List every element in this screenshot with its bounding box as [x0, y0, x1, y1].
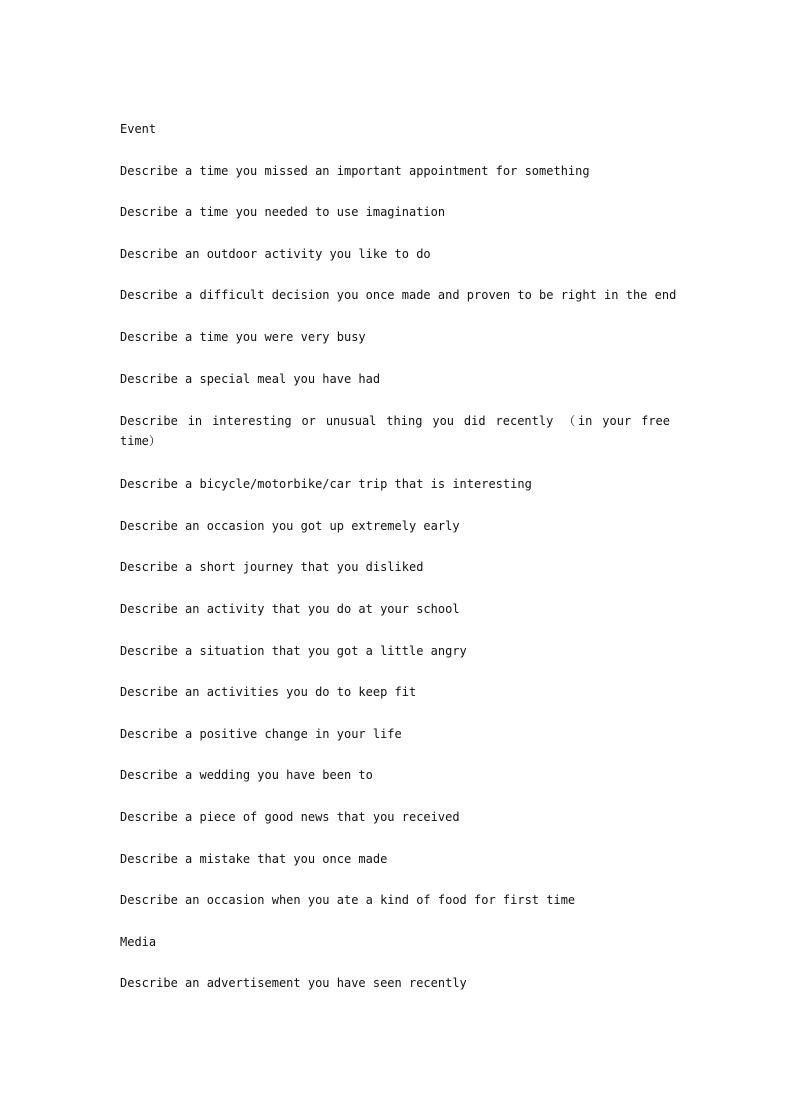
topic-item: Describe an outdoor activity you like to do — [120, 246, 431, 261]
topic-item: Describe an advertisement you have seen recently — [120, 976, 467, 991]
topic-item: Describe an activities you do to keep fit — [120, 685, 417, 700]
section-heading-event: Event — [120, 122, 157, 136]
topic-item: Describe a short journey that you disliked — [120, 560, 424, 575]
topic-item: Describe a positive change in your life — [120, 726, 402, 741]
section-heading-media: Media — [120, 934, 157, 949]
topic-item: Describe a special meal you have had — [120, 371, 381, 386]
topic-item: Describe a time you were very busy — [120, 329, 366, 344]
document-body — [120, 120, 677, 1016]
topic-item: Describe a time you needed to use imagination — [120, 205, 446, 220]
topic-item: Describe an occasion you got up extremely early — [120, 518, 460, 533]
topic-item: Describe a wedding you have been to — [120, 768, 373, 783]
topic-item: Describe an occasion when you ate a kind of food for first time — [120, 893, 576, 908]
topic-item: Describe a piece of good news that you received — [120, 809, 460, 824]
topic-item: Describe a bicycle/motorbike/car trip that is interesting — [120, 477, 532, 492]
topic-item: Describe a situation that you got a little angry — [120, 643, 467, 658]
topic-item: Describe a difficult decision you once made and proven to be right in the end — [120, 288, 677, 303]
topic-item: Describe a time you missed an important appointment for something — [120, 163, 590, 178]
topic-item: Describe in interesting or unusual thing you did recently （in your free time） — [120, 414, 670, 449]
topic-item: Describe an activity that you do at your school — [120, 601, 460, 616]
topic-item: Describe a mistake that you once made — [120, 851, 388, 866]
